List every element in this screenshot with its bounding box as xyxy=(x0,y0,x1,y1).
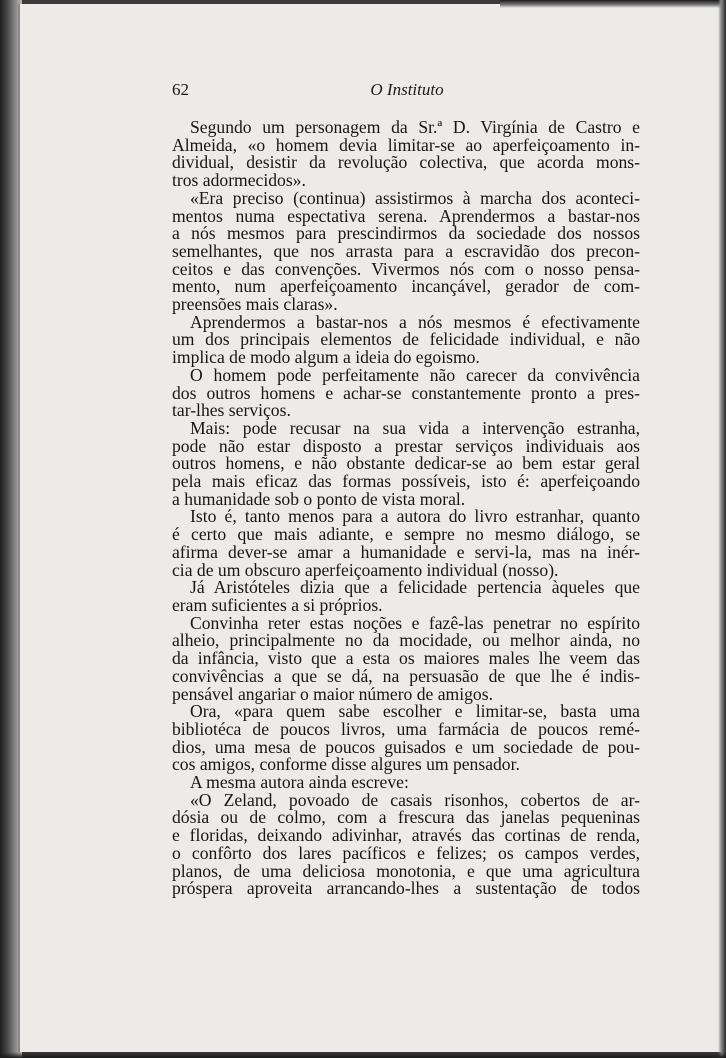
text-line: um dos principais elementos de felicidade individual, e não xyxy=(172,329,640,350)
text-line: Isto é, tanto menos para a autora do livro estranhar, quanto xyxy=(190,506,640,527)
text-line: implica de modo algum a ideia do egoismo. xyxy=(172,347,480,368)
text-line: Aprendermos a bastar-nos a nós mesmos é efectivamente xyxy=(190,311,640,332)
text-line: alheio, principalmente no da mocidade, ou melhor ainda, no xyxy=(172,630,640,651)
text-line: bibliotéca de poucos livros, uma farmácia de poucos remé- xyxy=(172,718,640,739)
text-line: tar-lhes serviços. xyxy=(172,400,291,421)
text-line: próspera aproveita arrancando-lhes a sustentação de todos xyxy=(172,878,640,899)
text-line: «O Zeland, povoado de casais risonhos, cobertos de ar- xyxy=(190,789,640,810)
text-line: mento, num aperfeiçoamento incançável, gerador de com- xyxy=(172,276,640,297)
page-number: 62 xyxy=(172,80,189,99)
text-line: Segundo um personagem da Sr.ª D. Virgínia de Castro e xyxy=(190,117,640,137)
text-line: «Era preciso (continua) assistirmos à marcha dos aconteci- xyxy=(190,187,640,208)
text-line: e floridas, deixando adivinhar, através das cortinas de renda, xyxy=(172,825,640,846)
text-line: afirma dever-se amar a humanidade e servi-la, mas na inér- xyxy=(172,541,640,562)
text-line: cos amigos, conforme disse algures um pensador. xyxy=(172,754,520,775)
text-line: a humanidade sob o ponto de vista moral. xyxy=(172,488,466,509)
text-line: Ora, «para quem sabe escolher e limitar-se, basta uma xyxy=(190,701,640,722)
text-line: a nós mesmos para prescindirmos da sociedade dos nossos xyxy=(172,223,640,244)
paragraph xyxy=(172,311,640,368)
text-line: Mais: pode recusar na sua vida a intervenção estranha, xyxy=(190,417,640,438)
text-line: preensões mais claras». xyxy=(172,294,338,315)
text-line: é certo que mais adiante, e sempre no mesmo diálogo, se xyxy=(172,524,640,545)
text-line: pode não estar disposto a prestar serviços individuais aos xyxy=(172,435,640,456)
text-line: pela mais eficaz das formas possíveis, isto é: aperfeiçoando xyxy=(172,471,640,492)
paragraph xyxy=(172,579,640,614)
text-line: Convinha reter estas noções e fazê-las penetrar no espírito xyxy=(190,612,640,633)
text-line: cia de um obscuro aperfeiçoamento individual (nosso). xyxy=(172,559,559,580)
text-line: dividual, desistir da revolução colectiva, que acorda mons- xyxy=(172,152,640,173)
text-line: planos, de uma deliciosa monotonia, e que uma agricultura xyxy=(172,860,640,881)
text-line: tros adormecidos». xyxy=(172,170,306,191)
text-line: dósia ou de colmo, com a frescura das janelas pequeninas xyxy=(172,807,640,828)
page-edge-bottom xyxy=(0,1052,726,1058)
page-header xyxy=(172,80,642,104)
paragraph xyxy=(172,789,640,899)
text-line: ceitos e das convenções. Vivermos nós com o nosso pensa- xyxy=(172,258,640,279)
paragraph xyxy=(172,612,640,704)
paragraph xyxy=(172,417,640,509)
text-line: outros homens, e não obstante dedicar-se ao bem estar geral xyxy=(172,453,640,474)
text-line: Almeida, «o homem devia limitar-se ao aperfeiçoamento in- xyxy=(172,134,640,155)
paragraph xyxy=(172,119,640,190)
body-text xyxy=(172,119,640,898)
text-line: dos outros homens e achar-se constantemente pronto a pres- xyxy=(172,382,640,403)
text-line: o confôrto dos lares pacíficos e felizes; os campos verdes, xyxy=(172,842,640,863)
text-line: Já Aristóteles dizia que a felicidade pertencia àqueles que xyxy=(190,577,640,598)
page-edge-top xyxy=(500,0,726,8)
paragraph xyxy=(172,703,640,774)
text-line: pensável angariar o maior número de amigos. xyxy=(172,683,493,704)
text-line: A mesma autora ainda escreve: xyxy=(190,772,409,793)
running-title: O Instituto xyxy=(370,80,444,99)
paragraph xyxy=(172,508,640,579)
paragraph xyxy=(172,187,640,315)
text-line: convivências a que se dá, na persuasão de que lhe é indis- xyxy=(172,665,640,686)
text-line: semelhantes, que nos arrasta para a escravidão dos precon- xyxy=(172,240,640,261)
text-line: O homem pode perfeitamente não carecer da convivência xyxy=(190,364,640,385)
paragraph xyxy=(172,364,640,421)
text-line: da infância, visto que a esta os maiores males lhe veem das xyxy=(172,648,640,669)
text-line: dios, uma mesa de poucos guisados e um sociedade de pou- xyxy=(172,736,640,757)
text-line: eram suficientes a si próprios. xyxy=(172,594,383,615)
page-edge-right xyxy=(718,0,726,1058)
text-line: mentos numa espectativa serena. Aprendermos a bastar-nos xyxy=(172,205,640,226)
